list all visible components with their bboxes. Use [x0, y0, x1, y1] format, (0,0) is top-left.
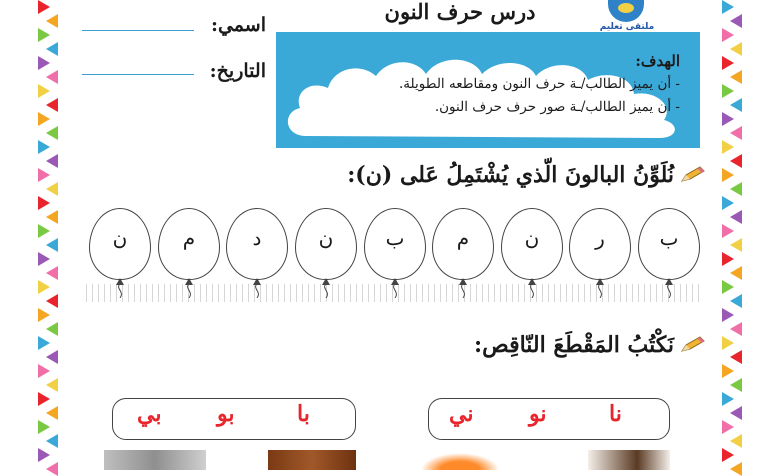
border-triangle — [38, 420, 50, 434]
border-triangle — [38, 448, 50, 462]
syllable: با — [297, 401, 310, 427]
border-triangle — [38, 224, 50, 238]
balloon-letter: ب — [659, 226, 679, 250]
date-label: التاريخ: — [209, 60, 266, 82]
syllable: بو — [217, 401, 235, 427]
border-triangle — [730, 70, 742, 84]
balloon-letter: ر — [595, 226, 605, 250]
border-triangle — [722, 140, 734, 154]
border-triangle — [38, 308, 50, 322]
balloon-string — [113, 284, 127, 298]
syllable: بي — [137, 401, 162, 427]
border-triangle — [730, 238, 742, 252]
border-triangle — [722, 0, 734, 14]
balloon-letter: ن — [318, 226, 334, 250]
syllable: نا — [609, 401, 622, 427]
balloon[interactable] — [638, 208, 700, 292]
border-triangle — [722, 112, 734, 126]
border-triangle — [730, 210, 742, 224]
balloon-string — [456, 284, 470, 298]
left-decorative-border — [38, 0, 58, 470]
border-triangle — [730, 462, 742, 476]
balloon[interactable] — [158, 208, 220, 292]
border-triangle — [730, 14, 742, 28]
border-triangle — [722, 84, 734, 98]
border-triangle — [38, 84, 50, 98]
balloon[interactable] — [295, 208, 357, 292]
border-triangle — [38, 364, 50, 378]
border-triangle — [722, 308, 734, 322]
balloon-string — [182, 284, 196, 298]
balloon[interactable] — [226, 208, 288, 292]
border-triangle — [722, 392, 734, 406]
logo-text: ملتقى تعليم — [599, 22, 655, 32]
border-triangle — [730, 350, 742, 364]
exercise1-text: نُلَوِّنُ البالونَ الّذي يُشْتَمِلُ عَلى (ن): — [347, 162, 674, 188]
border-triangle — [38, 56, 50, 70]
border-triangle — [722, 280, 734, 294]
border-triangle — [722, 224, 734, 238]
fire-picture — [414, 450, 506, 470]
border-triangle — [722, 168, 734, 182]
border-triangle — [46, 154, 58, 168]
border-triangle — [38, 336, 50, 350]
border-triangle — [46, 462, 58, 476]
border-triangle — [46, 406, 58, 420]
border-triangle — [38, 280, 50, 294]
border-triangle — [730, 42, 742, 56]
border-triangle — [730, 434, 742, 448]
border-triangle — [722, 448, 734, 462]
pencil-icon — [680, 333, 706, 359]
border-triangle — [38, 28, 50, 42]
border-triangle — [38, 392, 50, 406]
syllable-box-noon — [428, 398, 670, 440]
syllable: نو — [529, 401, 547, 427]
border-triangle — [38, 140, 50, 154]
border-triangle — [722, 252, 734, 266]
border-triangle — [46, 350, 58, 364]
border-triangle — [730, 266, 742, 280]
border-triangle — [46, 42, 58, 56]
border-triangle — [730, 294, 742, 308]
door-picture — [268, 450, 356, 470]
balloon-letter: د — [252, 226, 262, 250]
border-triangle — [46, 378, 58, 392]
balloon-letter: م — [456, 226, 470, 250]
balloon-letter: م — [182, 226, 196, 250]
border-triangle — [730, 322, 742, 336]
exercise1-instruction — [330, 162, 706, 189]
goal-item: - أن يميز الطالب/ـة صور حرف حرف النون. — [434, 99, 680, 115]
bread-picture — [588, 450, 670, 470]
balloon[interactable] — [569, 208, 631, 292]
border-triangle — [46, 210, 58, 224]
cat-picture — [104, 450, 206, 470]
goal-text — [300, 50, 680, 119]
syllable-box-baa — [112, 398, 356, 440]
exercise2-instruction — [420, 332, 706, 359]
name-field[interactable] — [82, 30, 194, 31]
border-triangle — [38, 252, 50, 266]
balloon[interactable] — [501, 208, 563, 292]
border-triangle — [38, 112, 50, 126]
border-triangle — [46, 70, 58, 84]
right-decorative-border — [722, 0, 742, 470]
syllable: ني — [449, 401, 474, 427]
border-triangle — [38, 196, 50, 210]
goal-heading: الهدف: — [635, 52, 680, 70]
balloon[interactable] — [432, 208, 494, 292]
exercise2-text: نَكْتُبُ المَقْطَعَ النّاقِص: — [474, 332, 674, 358]
border-triangle — [46, 434, 58, 448]
balloon-letter: ن — [112, 226, 128, 250]
balloon[interactable] — [89, 208, 151, 292]
border-triangle — [46, 294, 58, 308]
date-field[interactable] — [82, 74, 194, 75]
balloon-string — [388, 284, 402, 298]
border-triangle — [730, 126, 742, 140]
balloon-string — [662, 284, 676, 298]
goal-item: - أن يميز الطالب/ـة حرف النون ومقاطعه الطويلة. — [399, 76, 680, 92]
border-triangle — [722, 364, 734, 378]
border-triangle — [46, 98, 58, 112]
border-triangle — [730, 182, 742, 196]
border-triangle — [46, 238, 58, 252]
name-label: اسمي: — [210, 14, 266, 36]
border-triangle — [38, 0, 50, 14]
border-triangle — [722, 28, 734, 42]
border-triangle — [730, 378, 742, 392]
border-triangle — [46, 126, 58, 140]
border-triangle — [730, 154, 742, 168]
balloon[interactable] — [364, 208, 426, 292]
balloon-string — [525, 284, 539, 298]
border-triangle — [722, 56, 734, 70]
balloon-string — [593, 284, 607, 298]
border-triangle — [46, 14, 58, 28]
balloon-letter: ب — [385, 226, 405, 250]
border-triangle — [722, 196, 734, 210]
border-triangle — [46, 322, 58, 336]
border-triangle — [730, 406, 742, 420]
pencil-icon — [680, 163, 706, 189]
balloon-string — [250, 284, 264, 298]
page-title: درس حرف النون — [384, 0, 536, 24]
balloon-letter: ن — [524, 226, 540, 250]
balloon-string — [319, 284, 333, 298]
border-triangle — [46, 182, 58, 196]
lamp-icon — [608, 0, 644, 22]
border-triangle — [722, 420, 734, 434]
border-triangle — [46, 266, 58, 280]
border-triangle — [38, 168, 50, 182]
border-triangle — [730, 98, 742, 112]
border-triangle — [722, 336, 734, 350]
